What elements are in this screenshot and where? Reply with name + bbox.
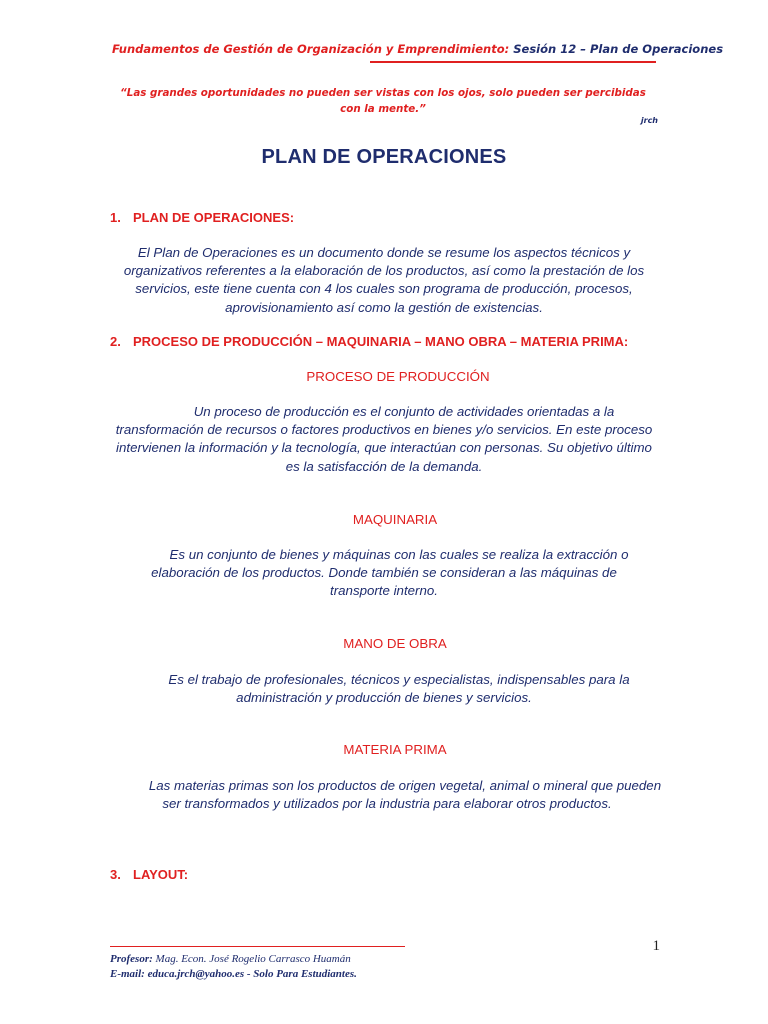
footer-professor [110,953,351,965]
subsection-title-materia-prima: MATERIA PRIMA [343,742,447,757]
subsection-paragraph-mano-de-obra [122,671,646,707]
section-heading-1 [110,210,294,225]
section-number: 3. [110,867,121,882]
paragraph-text: Es el trabajo de profesionales, técnicos y especialistas, indispensables para la administración y producción de bienes y servicios. [168,672,630,706]
section-number: 1. [110,210,121,225]
footer-divider [110,946,405,947]
header-divider [370,61,656,63]
section-title: PROCESO DE PRODUCCIÓN – MAQUINARIA – MANO OBRA – MATERIA PRIMA: [133,334,629,349]
subsection-paragraph-maquinaria [122,546,646,601]
section-heading-3 [110,867,188,882]
subsection-title-maquinaria: MAQUINARIA [352,512,438,527]
footer-professor-label: Profesor: [110,953,153,965]
subsection-title-proceso: PROCESO DE PRODUCCIÓN [306,369,490,384]
footer-professor-name: Mag. Econ. José Rogelio Carrasco Huamán [155,953,351,965]
section-paragraph-1: El Plan de Operaciones es un documento donde se resume los aspectos técnicos y organizativos referentes a la elaboración de los productos, así como la prestación de los servicios, este tiene cuenta con 4 los cuales son programa de producción, procesos, aprovisionamiento así como la gestión de existencias. [123,245,645,315]
section-title: LAYOUT: [133,867,189,882]
header-course: Fundamentos de Gestión de Organización y Emprendimiento: [112,42,510,56]
subsection-paragraph-materia-prima [112,777,662,813]
subsection-paragraph-proceso [112,403,656,476]
running-header [112,42,724,56]
epigraph-quote: “Las grandes oportunidades no pueden ser vistas con los ojos, solo pueden ser percibidas con la mente.” [120,87,646,115]
header-session: Sesión 12 – Plan de Operaciones [513,42,724,56]
page-number: 1 [652,938,660,954]
subsection-title-mano-de-obra: MANO DE OBRA [343,636,447,651]
paragraph-text: Es un conjunto de bienes y máquinas con las cuales se realiza la extracción o elaboración de los productos. Donde también se consideran a las máquinas de transporte interno. [151,547,629,599]
section-number: 2. [110,334,121,349]
paragraph-text: Las materias primas son los productos de origen vegetal, animal o mineral que pueden ser transformados y utilizados por la industria para elaborar otros productos. [148,778,662,812]
section-title: PLAN DE OPERACIONES: [133,210,295,225]
section-heading-2 [110,334,628,349]
page-title: PLAN DE OPERACIONES [261,146,507,168]
quote-author: jrch [640,116,658,125]
paragraph-text: Un proceso de producción es el conjunto de actividades orientadas a la transformación de recursos o factores productivos en bienes y/o servicios. En este proceso intervienen la información y la tecnología, que interactúan con personas. Su objetivo último es la satisfacción de la demanda. [115,404,653,474]
footer-email: E-mail: educa.jrch@yahoo.es - Solo Para Estudiantes. [110,968,357,980]
